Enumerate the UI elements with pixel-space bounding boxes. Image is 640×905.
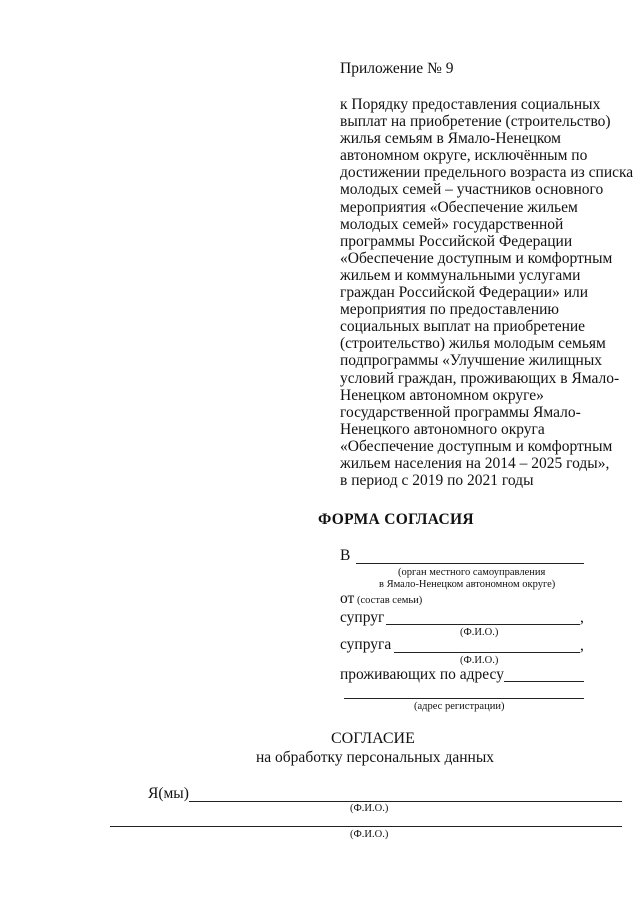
appendix-description — [340, 96, 634, 490]
appendix-line: «Обеспечение доступным и комфортным — [340, 437, 613, 455]
husband-fio-hint: (Ф.И.О.) — [460, 627, 499, 638]
comma: , — [580, 637, 584, 654]
applicant-name-field-2[interactable] — [110, 826, 622, 827]
appendix-line: (строительство) жилья молодым семьям — [340, 335, 606, 353]
consent-heading: СОГЛАСИЕ — [331, 730, 415, 747]
wife-name-field[interactable] — [394, 652, 580, 653]
appendix-line: Ненецкого автономного округа — [340, 420, 545, 438]
appendix-line: достижении предельного возраста из списка — [340, 164, 634, 182]
husband-label: супруг — [340, 609, 385, 626]
to-label: В — [340, 547, 351, 564]
applicant-fio-hint: (Ф.И.О.) — [350, 803, 389, 814]
appendix-line: жильем населения на 2014 – 2025 годы», — [340, 454, 610, 472]
recipient-field[interactable] — [356, 563, 584, 564]
address-hint: (адрес регистрации) — [414, 701, 505, 712]
appendix-line: в период с 2019 по 2021 годы — [340, 472, 534, 490]
appendix-line: жильем и коммунальными услугами — [340, 266, 581, 284]
appendix-line: к Порядку предоставления социальных — [340, 96, 601, 113]
wife-fio-hint: (Ф.И.О.) — [460, 655, 499, 666]
applicant-fio-hint-2: (Ф.И.О.) — [350, 829, 389, 840]
family-hint: (состав семьи) — [357, 595, 423, 606]
appendix-line: подпрограммы «Улучшение жилищных — [340, 352, 603, 370]
comma: , — [580, 609, 584, 626]
address-field-line2[interactable] — [344, 698, 584, 699]
wife-label: супруга — [340, 636, 392, 653]
appendix-line: программы Российской Федерации — [340, 232, 573, 250]
address-field[interactable] — [504, 681, 584, 682]
consent-subheading: на обработку персональных данных — [256, 749, 494, 766]
appendix-line: жилья семьям в Ямало-Ненецком — [340, 130, 561, 148]
appendix-number: Приложение № 9 — [340, 60, 454, 77]
appendix-line: условий граждан, проживающих в Ямало- — [340, 369, 620, 387]
address-label: проживающих по адресу — [340, 666, 504, 683]
applicant-name-field[interactable] — [189, 801, 622, 802]
appendix-line: молодых семей – участников основного — [340, 181, 604, 199]
form-title: ФОРМА СОГЛАСИЯ — [318, 511, 474, 528]
recipient-hint: в Ямало-Ненецком автономном округе) — [379, 579, 556, 590]
appendix-line: молодых семей» государственной — [340, 215, 564, 233]
appendix-line: мероприятия по предоставлению — [340, 301, 560, 319]
we-label: Я(мы) — [148, 785, 189, 802]
appendix-line: государственной программы Ямало- — [340, 403, 581, 421]
husband-name-field[interactable] — [386, 624, 580, 625]
appendix-line: мероприятия «Обеспечение жильем — [340, 198, 578, 216]
appendix-line: граждан Российской Федерации» или — [340, 284, 589, 302]
appendix-line: автономном округе, исключённым по — [340, 147, 588, 165]
appendix-line: социальных выплат на приобретение — [340, 318, 586, 336]
appendix-line: «Обеспечение доступным и комфортным — [340, 249, 613, 267]
appendix-line: Ненецком автономном округе» — [340, 386, 544, 404]
recipient-hint: (орган местного самоуправления — [398, 567, 546, 578]
appendix-line: выплат на приобретение (строительство) — [340, 113, 611, 131]
from-label: от — [340, 590, 355, 607]
